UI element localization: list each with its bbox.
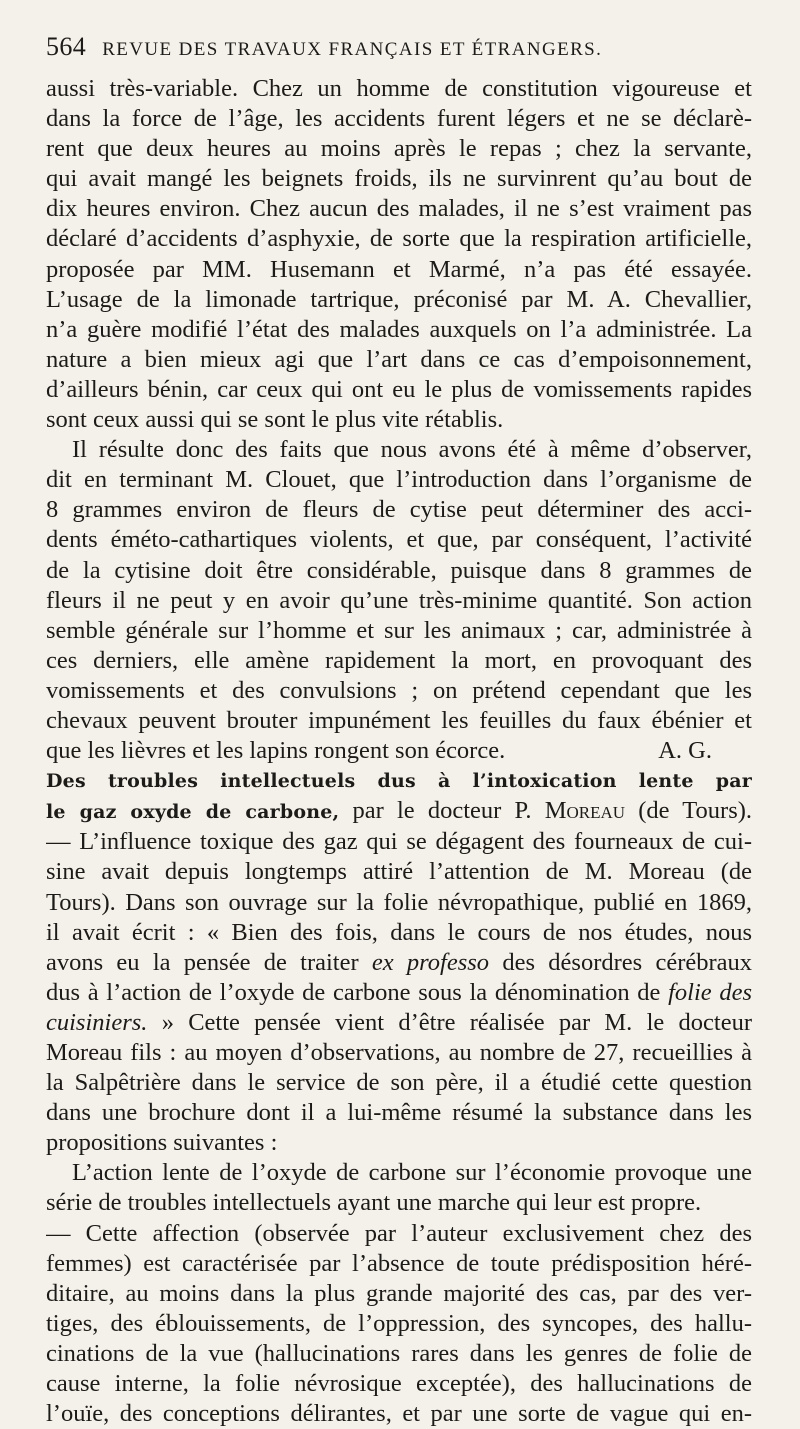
text-line: chevaux peuvent brouter impunément les feuilles du faux ébénier et bbox=[46, 706, 752, 734]
text-line: dans une brochure dont il a lui-même résumé la substance dans les bbox=[46, 1099, 752, 1127]
paragraph-5 bbox=[46, 1219, 752, 1429]
paragraph-4 bbox=[46, 1158, 752, 1218]
text-line bbox=[46, 736, 752, 766]
text-line: — L’influence toxique des gaz qui se dégagent des fourneaux de cui- bbox=[46, 828, 752, 856]
text-line: sine avait depuis longtemps attiré l’attention de M. Moreau (de bbox=[46, 858, 752, 886]
text-line: la Salpêtrière dans le service de son père, il a étudié cette question bbox=[46, 1069, 752, 1097]
text-fragment: que les lièvres et les lapins rongent son écorce. bbox=[46, 737, 506, 765]
article-title: Des troubles intellectuels dus à l’intoxication lente par bbox=[46, 770, 752, 793]
text-line bbox=[46, 978, 752, 1008]
text-line: aussi très-variable. Chez un homme de constitution vigoureuse et bbox=[46, 75, 752, 102]
text-fragment: des désordres cérébraux bbox=[502, 948, 752, 976]
text-line: tiges, des éblouissements, de l’oppression, des syncopes, des hallu- bbox=[46, 1309, 752, 1337]
paragraph-3 bbox=[46, 766, 752, 1158]
paragraph-2 bbox=[46, 435, 752, 766]
text-line: dix heures environ. Chez aucun des malades, il ne s’est vraiment pas bbox=[46, 195, 752, 223]
text-line: propositions suivantes : bbox=[46, 1129, 278, 1157]
text-line: dans la force de l’âge, les accidents furent légers et ne se déclarè- bbox=[46, 105, 752, 133]
text-fragment: dus à l’action de l’oxyde de carbone sous la dénomination de bbox=[46, 978, 661, 1006]
text-line: il avait écrit : « Bien des fois, dans le cours de nos études, nous bbox=[46, 918, 752, 946]
signature: A. G. bbox=[658, 737, 712, 765]
text-line: rent que deux heures au moins après le repas ; chez la servante, bbox=[46, 135, 752, 163]
text-line: ditaire, au moins dans la plus grande majorité des cas, par des ver- bbox=[46, 1279, 752, 1307]
text-line: vomissements et des convulsions ; on prétend cependant que les bbox=[46, 676, 752, 704]
text-fragment: » Cette pensée vient d’être réalisée par M. le docteur bbox=[161, 1008, 752, 1036]
text-line: dents éméto-cathartiques violents, et que, par conséquent, l’activité bbox=[46, 526, 752, 554]
text-line: fleurs il ne peut y en avoir qu’une très-minime quantité. Son action bbox=[46, 586, 752, 614]
text-line bbox=[46, 948, 752, 978]
italic-fragment: ex professo bbox=[371, 948, 490, 976]
page-number: 564 bbox=[46, 32, 87, 61]
text-line: proposée par MM. Husemann et Marmé, n’a pas été essayée. bbox=[46, 255, 752, 283]
italic-fragment: folie des bbox=[668, 978, 752, 1006]
text-fragment: avons eu la pensée de traiter bbox=[46, 948, 359, 976]
text-line: d’ailleurs bénin, car ceux qui ont eu le plus de vomissements rapides bbox=[46, 375, 752, 403]
text-line: L’usage de la limonade tartrique, préconisé par M. A. Chevallier, bbox=[46, 285, 752, 313]
text-line: l’ouïe, des conceptions délirantes, et par une sorte de vague qui en- bbox=[46, 1400, 752, 1428]
paragraph-1 bbox=[46, 74, 752, 435]
text-line: cinations de la vue (hallucinations rares dans les genres de folie de bbox=[46, 1339, 752, 1367]
page-header bbox=[46, 32, 752, 74]
text-line: Tours). Dans son ouvrage sur la folie névropathique, publié en 1869, bbox=[46, 888, 752, 916]
text-line: déclaré d’accidents d’asphyxie, de sorte que la respiration artificielle, bbox=[46, 225, 752, 253]
text-line: femmes) est caractérisée par l’absence de toute prédisposition héré- bbox=[46, 1249, 752, 1277]
byline-suffix: (de Tours). bbox=[638, 797, 752, 825]
text-line: cause interne, la folie névrosique exceptée), des hallucinations de bbox=[46, 1370, 752, 1398]
text-line: de la cytisine doit être considérable, puisque dans 8 grammes de bbox=[46, 556, 752, 584]
italic-fragment: cuisiniers. bbox=[46, 1008, 148, 1036]
text-line: 8 grammes environ de fleurs de cytise peut déterminer des acci- bbox=[46, 496, 752, 524]
article-byline bbox=[46, 796, 752, 827]
text-line: nature a bien mieux agi que l’art dans ce cas d’empoisonnement, bbox=[46, 345, 752, 373]
text-line: — Cette affection (observée par l’auteur exclusivement chez des bbox=[46, 1219, 752, 1247]
text-line: semble générale sur l’homme et sur les animaux ; car, administrée à bbox=[46, 616, 752, 644]
text-line: série de troubles intellectuels ayant une marche qui leur est propre. bbox=[46, 1189, 702, 1217]
text-line: L’action lente de l’oxyde de carbone sur l’économie provoque une bbox=[72, 1159, 752, 1187]
text-line: ces derniers, elle amène rapidement la mort, en provoquant des bbox=[46, 646, 752, 674]
text-line: Il résulte donc des faits que nous avons été à même d’observer, bbox=[72, 436, 752, 464]
text-line bbox=[46, 1008, 752, 1038]
text-line: sont ceux aussi qui se sont le plus vite rétablis. bbox=[46, 406, 504, 434]
page-body bbox=[46, 74, 752, 1429]
running-title: REVUE DES TRAVAUX FRANÇAIS ET ÉTRANGERS. bbox=[102, 39, 603, 60]
text-line: Moreau fils : au moyen d’observations, au nombre de 27, recueillies à bbox=[46, 1039, 752, 1066]
text-line: qui avait mangé les beignets froids, ils ne survinrent qu’au bout de bbox=[46, 165, 752, 193]
text-line: n’a guère modifié l’état des malades auxquels on l’a administrée. La bbox=[46, 315, 752, 343]
byline-prefix: par le docteur P. bbox=[352, 797, 532, 825]
author-name: Moreau bbox=[544, 797, 626, 825]
text-line: dit en terminant M. Clouet, que l’introduction dans l’organisme de bbox=[46, 466, 752, 494]
article-title-continued: le gaz oxyde de carbone, bbox=[46, 801, 340, 824]
